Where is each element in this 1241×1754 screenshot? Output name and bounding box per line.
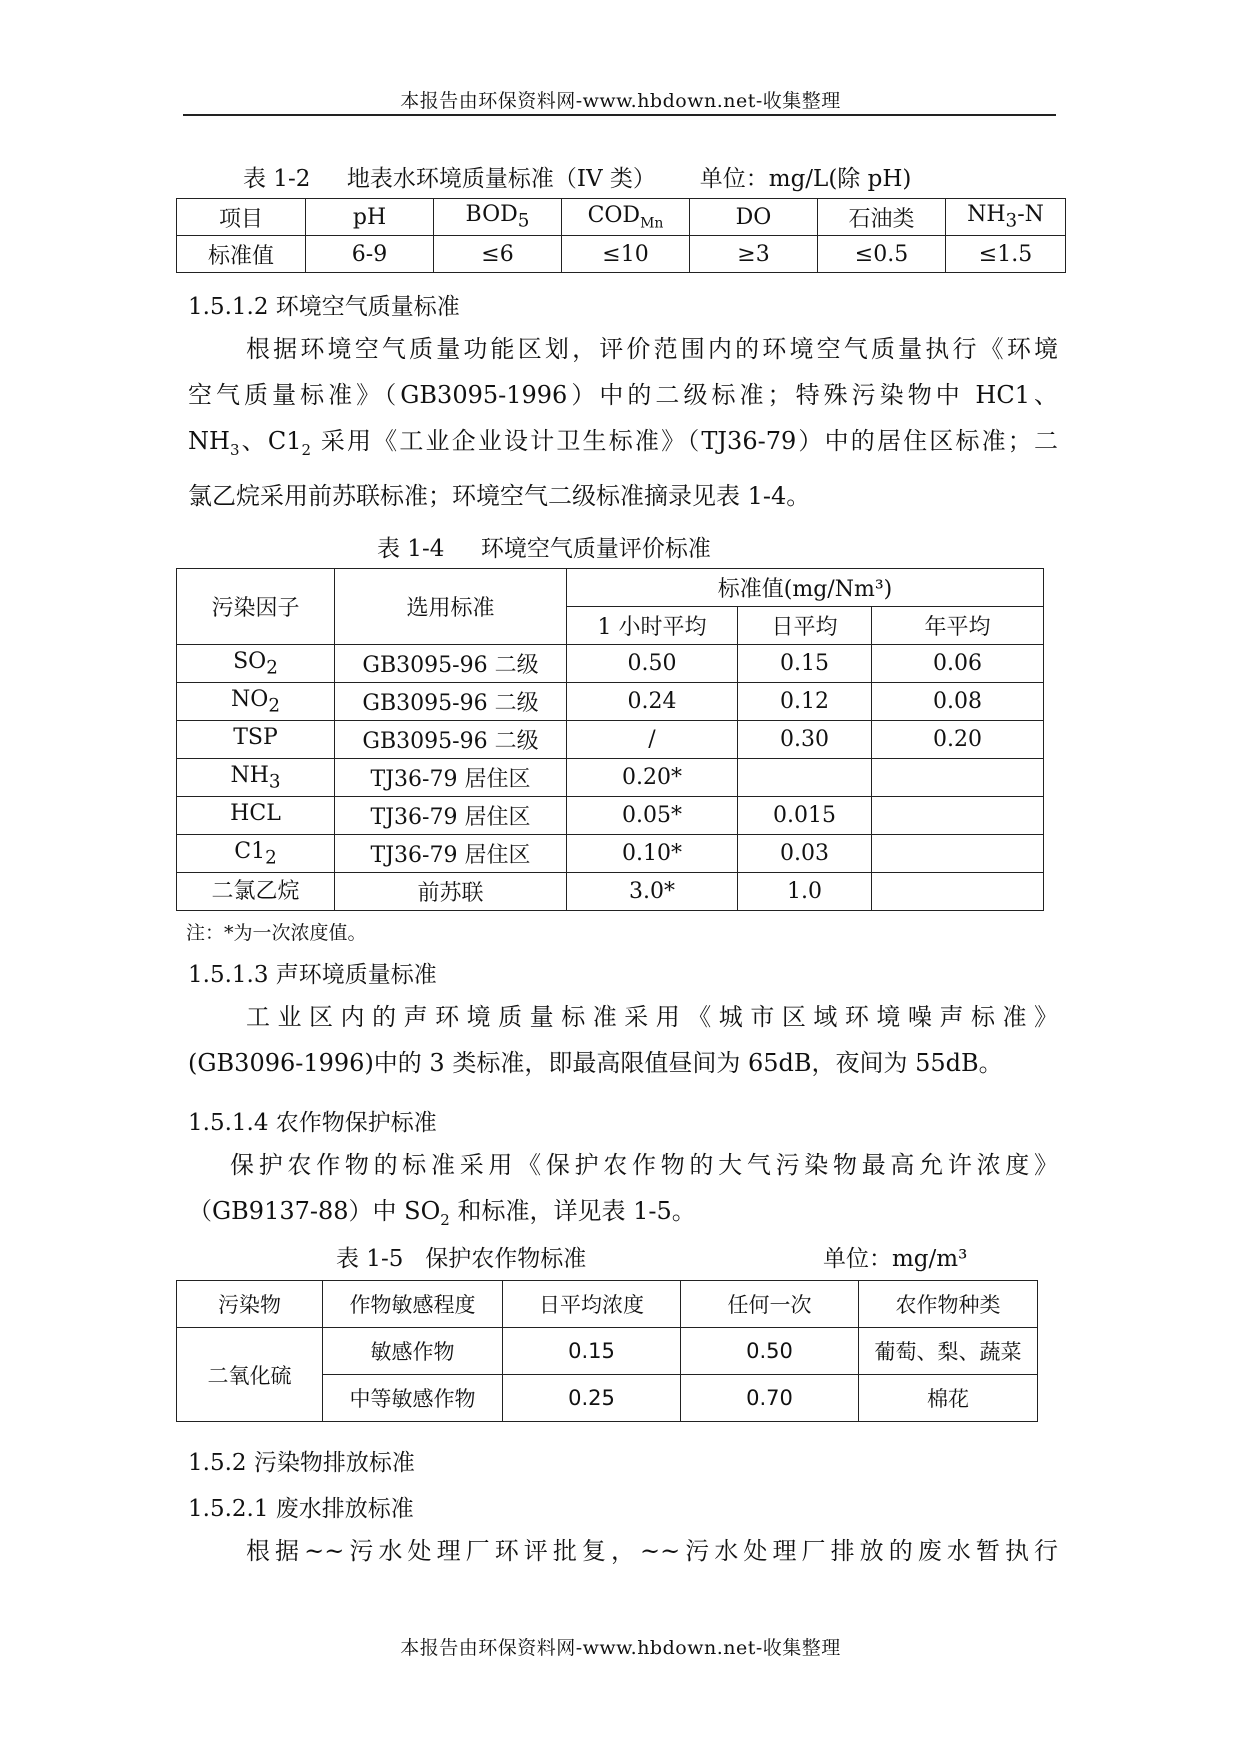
paragraph-line: 保护农作物的标准采用《保护农作物的大气污染物最高允许浓度》 <box>230 1151 1058 1179</box>
subscript: 2 <box>301 440 312 459</box>
section-heading: 1.5.1.2 环境空气质量标准 <box>188 294 460 320</box>
table-cell: DO <box>690 199 818 236</box>
table-cell: 项目 <box>177 199 306 236</box>
table-cell: TJ36-79 居住区 <box>335 797 567 835</box>
table-cell: TJ36-79 居住区 <box>335 759 567 797</box>
text-run: 采用《工业企业设计卫生标准》（TJ36-79）中的居住区标准；二 <box>311 427 1058 455</box>
cod-subscript: Mn <box>640 215 664 232</box>
table-cell: 0.12 <box>738 683 872 721</box>
paragraph-line: (GB3096-1996)中的 3 类标准，即最高限值昼间为 65dB，夜间为 55dB。 <box>188 1049 1003 1077</box>
table-cell: 1.0 <box>738 873 872 911</box>
subscript: 2 <box>440 1210 450 1229</box>
table-cell: pH <box>306 199 434 236</box>
table-header-cell: 日平均浓度 <box>503 1281 681 1328</box>
table-cell: / <box>567 721 738 759</box>
factor-name: NO <box>231 686 269 712</box>
factor-subscript: 2 <box>268 695 280 717</box>
text-run: 、C1 <box>239 427 302 455</box>
table-cell: 0.50 <box>681 1328 859 1375</box>
factor-name: HCL <box>230 800 281 826</box>
factor-name: TSP <box>233 724 278 750</box>
table-cell <box>946 199 1066 236</box>
subscript: 3 <box>229 440 240 459</box>
section-heading: 1.5.2 污染物排放标准 <box>188 1450 415 1476</box>
table-row <box>177 721 1044 759</box>
factor-name: 二氯乙烷 <box>211 879 300 905</box>
table-cell: 3.0* <box>567 873 738 911</box>
table-cell: 0.15 <box>503 1328 681 1375</box>
table-cell: 0.05* <box>567 797 738 835</box>
table-cell: 0.08 <box>872 683 1044 721</box>
table-cell: 0.20 <box>872 721 1044 759</box>
bod-label: BOD <box>465 202 518 228</box>
paragraph-line: 工业区内的声环境质量标准采用《城市区域环境噪声标准》 <box>246 1003 1058 1031</box>
nh3n-label: NH <box>967 202 1006 228</box>
table-row <box>177 645 1044 683</box>
table-cell <box>872 873 1044 911</box>
table-row <box>177 236 1066 273</box>
text-run: 和标准，详见表 1-5。 <box>449 1197 696 1225</box>
paragraph-noise <box>188 994 1058 1086</box>
table-cell: 中等敏感作物 <box>323 1375 503 1422</box>
table-row <box>177 569 1044 607</box>
paragraph-air-quality <box>188 326 1058 519</box>
table-cell: 前苏联 <box>335 873 567 911</box>
table-cell <box>738 759 872 797</box>
cod-label: COD <box>587 202 641 228</box>
table-1-5-unit: 单位：mg/m³ <box>823 1246 968 1272</box>
factor-name: C1 <box>234 838 266 864</box>
table-cell <box>177 835 335 873</box>
table-1-4 <box>176 568 1044 911</box>
table-row <box>177 835 1044 873</box>
table-header-cell: 1 小时平均 <box>567 607 738 645</box>
table-header-cell: 年平均 <box>872 607 1044 645</box>
table-cell: 二氧化硫 <box>177 1328 323 1422</box>
table-cell <box>177 683 335 721</box>
table-header-cell: 污染因子 <box>177 569 335 645</box>
paragraph-crops <box>188 1142 1058 1243</box>
text-run: NH <box>188 427 230 455</box>
paragraph-line: 空气质量标准》（GB3095-1996）中的二级标准；特殊污染物中 HC1、 <box>188 381 1058 409</box>
table-cell: 0.015 <box>738 797 872 835</box>
table-row <box>177 873 1044 911</box>
table-cell: 6-9 <box>306 236 434 273</box>
table-cell <box>872 797 1044 835</box>
table-cell: ≤6 <box>434 236 562 273</box>
table-cell <box>562 199 690 236</box>
section-subheading: 1.5.2.1 废水排放标准 <box>188 1496 414 1522</box>
table-cell: GB3095-96 二级 <box>335 683 567 721</box>
table-cell: 棉花 <box>859 1375 1038 1422</box>
table-header-cell: 农作物种类 <box>859 1281 1038 1328</box>
table-cell: 0.70 <box>681 1375 859 1422</box>
table-cell: GB3095-96 二级 <box>335 721 567 759</box>
table-cell: 敏感作物 <box>323 1328 503 1375</box>
table-cell: 0.06 <box>872 645 1044 683</box>
table-cell <box>872 835 1044 873</box>
header-rule <box>183 114 1056 116</box>
paragraph-wastewater <box>188 1528 1058 1574</box>
table-1-5-caption: 表 1-5 保护农作物标准 <box>336 1246 587 1272</box>
table-row <box>177 759 1044 797</box>
table-1-5 <box>176 1280 1038 1422</box>
table-cell <box>177 797 335 835</box>
table-cell: 0.50 <box>567 645 738 683</box>
table-header-cell: 标准值(mg/Nm³) <box>567 569 1044 607</box>
table-cell: ≤1.5 <box>946 236 1066 273</box>
factor-name: SO <box>233 648 267 674</box>
table-1-4-caption: 表 1-4 环境空气质量评价标准 <box>377 536 711 562</box>
factor-name: NH <box>230 762 269 788</box>
table-header-cell: 日平均 <box>738 607 872 645</box>
table-cell: 葡萄、梨、蔬菜 <box>859 1328 1038 1375</box>
table-cell: GB3095-96 二级 <box>335 645 567 683</box>
table-cell <box>177 759 335 797</box>
table-cell: ≥3 <box>690 236 818 273</box>
table-cell: ≤0.5 <box>818 236 946 273</box>
table-cell: 石油类 <box>818 199 946 236</box>
table-header-cell: 任何一次 <box>681 1281 859 1328</box>
table-cell: TJ36-79 居住区 <box>335 835 567 873</box>
text-run: （GB9137-88）中 SO <box>188 1197 441 1225</box>
factor-subscript: 3 <box>268 771 281 793</box>
paragraph-line: 氯乙烷采用前苏联标准；环境空气二级标准摘录见表 1-4。 <box>188 481 811 510</box>
table-cell: 标准值 <box>177 236 306 273</box>
table-row <box>177 683 1044 721</box>
table-1-2-caption: 表 1-2 地表水环境质量标准（IV 类） 单位：mg/L(除 pH) <box>243 166 912 192</box>
table-cell: ≤10 <box>562 236 690 273</box>
table-row <box>177 797 1044 835</box>
table-cell: 0.15 <box>738 645 872 683</box>
paragraph-line: 根据~~污水处理厂环评批复，~~污水处理厂排放的废水暂执行 <box>246 1537 1058 1565</box>
section-heading: 1.5.1.3 声环境质量标准 <box>188 962 437 988</box>
section-heading: 1.5.1.4 农作物保护标准 <box>188 1110 437 1136</box>
page-header: 本报告由环保资料网-www.hbdown.net-收集整理 <box>400 90 841 112</box>
table-cell: 0.30 <box>738 721 872 759</box>
bod-subscript: 5 <box>517 210 530 232</box>
table-row <box>177 1328 1038 1375</box>
table-cell <box>177 721 335 759</box>
table-row <box>177 199 1066 236</box>
table-cell <box>177 873 335 911</box>
factor-subscript: 2 <box>266 657 278 679</box>
table-row <box>177 1281 1038 1328</box>
table-note: 注：*为一次浓度值。 <box>186 922 367 944</box>
factor-subscript: 2 <box>265 847 277 869</box>
page-footer: 本报告由环保资料网-www.hbdown.net-收集整理 <box>400 1637 841 1659</box>
table-header-cell: 污染物 <box>177 1281 323 1328</box>
table-cell: 0.10* <box>567 835 738 873</box>
table-header-cell: 选用标准 <box>335 569 567 645</box>
table-cell: 0.20* <box>567 759 738 797</box>
table-cell <box>177 645 335 683</box>
table-header-cell: 作物敏感程度 <box>323 1281 503 1328</box>
paragraph-line <box>188 1188 1058 1243</box>
table-cell: 0.03 <box>738 835 872 873</box>
table-cell <box>434 199 562 236</box>
nh3n-suffix: -N <box>1017 202 1044 228</box>
table-cell <box>872 759 1044 797</box>
nh3-subscript: 3 <box>1005 210 1018 232</box>
paragraph-line: 根据环境空气质量功能区划，评价范围内的环境空气质量执行《环境 <box>246 335 1058 363</box>
table-cell: 0.24 <box>567 683 738 721</box>
paragraph-line <box>188 418 1058 473</box>
table-1-2 <box>176 198 1066 273</box>
table-cell: 0.25 <box>503 1375 681 1422</box>
